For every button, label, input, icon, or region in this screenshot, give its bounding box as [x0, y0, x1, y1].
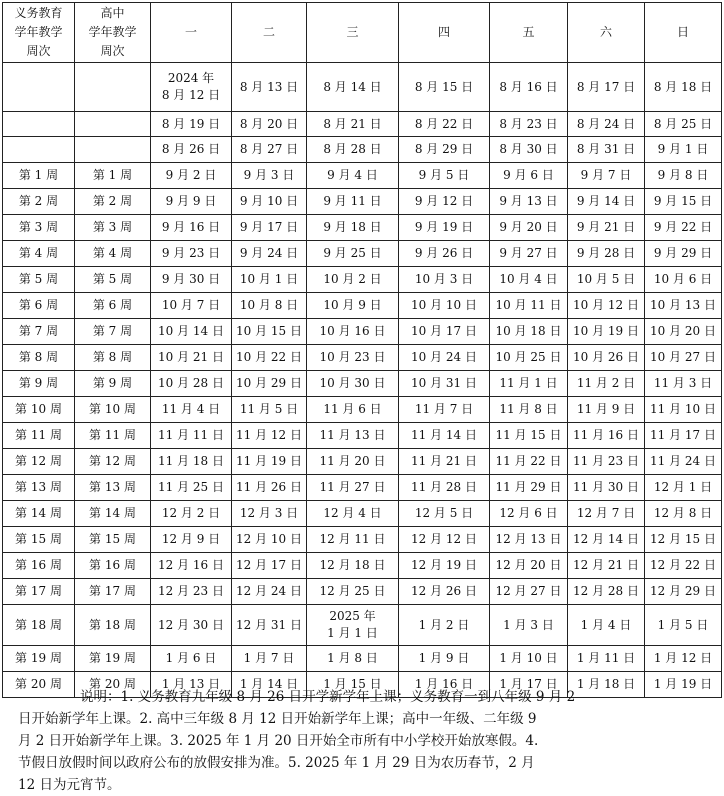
table-row [3, 397, 722, 423]
compulsory-week-cell: 第 6 周 [3, 293, 75, 319]
date-cell: 12 月 6 日 [490, 501, 568, 527]
date-cell: 9 月 17 日 [232, 215, 307, 241]
date-cell: 11 月 3 日 [645, 371, 722, 397]
date-cell: 11 月 17 日 [645, 423, 722, 449]
compulsory-week-cell: 第 1 周 [3, 163, 75, 189]
high-school-week-cell [75, 137, 151, 163]
date-cell: 9 月 24 日 [232, 241, 307, 267]
high-school-week-cell: 第 19 周 [75, 646, 151, 672]
high-school-week-cell: 第 7 周 [75, 319, 151, 345]
date-cell: 9 月 11 日 [307, 189, 399, 215]
date-cell: 12 月 1 日 [645, 475, 722, 501]
table-row [3, 579, 722, 605]
header-high-school-week: 高中 学年教学 周次 [75, 3, 151, 63]
date-cell: 8 月 24 日 [568, 112, 645, 137]
date-cell: 1 月 9 日 [399, 646, 490, 672]
table-row [3, 189, 722, 215]
date-cell: 9 月 29 日 [645, 241, 722, 267]
date-cell: 12 月 25 日 [307, 579, 399, 605]
date-cell: 1 月 4 日 [568, 605, 645, 646]
date-cell: 12 月 5 日 [399, 501, 490, 527]
date-cell: 8 月 19 日 [151, 112, 232, 137]
date-cell: 10 月 28 日 [151, 371, 232, 397]
high-school-week-cell: 第 1 周 [75, 163, 151, 189]
date-cell: 11 月 12 日 [232, 423, 307, 449]
date-cell: 8 月 25 日 [645, 112, 722, 137]
date-cell: 10 月 18 日 [490, 319, 568, 345]
date-cell: 11 月 6 日 [307, 397, 399, 423]
date-cell: 8 月 22 日 [399, 112, 490, 137]
date-cell: 12 月 28 日 [568, 579, 645, 605]
date-cell: 10 月 21 日 [151, 345, 232, 371]
date-cell: 9 月 13 日 [490, 189, 568, 215]
date-cell: 8 月 16 日 [490, 63, 568, 112]
high-school-week-cell: 第 10 周 [75, 397, 151, 423]
date-cell: 11 月 29 日 [490, 475, 568, 501]
high-school-week-cell: 第 13 周 [75, 475, 151, 501]
date-cell: 10 月 6 日 [645, 267, 722, 293]
date-cell: 12 月 16 日 [151, 553, 232, 579]
date-cell: 9 月 30 日 [151, 267, 232, 293]
date-cell: 12 月 31 日 [232, 605, 307, 646]
high-school-week-cell: 第 5 周 [75, 267, 151, 293]
date-cell: 1 月 10 日 [490, 646, 568, 672]
date-cell: 9 月 26 日 [399, 241, 490, 267]
high-school-week-cell: 第 4 周 [75, 241, 151, 267]
table-row [3, 423, 722, 449]
date-cell: 9 月 1 日 [645, 137, 722, 163]
date-cell: 8 月 29 日 [399, 137, 490, 163]
date-cell: 12 月 27 日 [490, 579, 568, 605]
compulsory-week-cell: 第 15 周 [3, 527, 75, 553]
date-cell: 1 月 3 日 [490, 605, 568, 646]
date-cell: 12 月 19 日 [399, 553, 490, 579]
table-row [3, 501, 722, 527]
date-cell: 12 月 20 日 [490, 553, 568, 579]
date-cell: 11 月 5 日 [232, 397, 307, 423]
school-calendar-table [2, 2, 722, 698]
date-cell: 9 月 22 日 [645, 215, 722, 241]
date-cell: 9 月 12 日 [399, 189, 490, 215]
compulsory-week-cell: 第 3 周 [3, 215, 75, 241]
date-cell: 8 月 31 日 [568, 137, 645, 163]
date-cell: 8 月 28 日 [307, 137, 399, 163]
date-cell: 1 月 15 日 [307, 672, 399, 698]
date-cell: 11 月 1 日 [490, 371, 568, 397]
date-cell: 10 月 10 日 [399, 293, 490, 319]
date-cell: 10 月 24 日 [399, 345, 490, 371]
compulsory-week-cell [3, 137, 75, 163]
date-cell: 11 月 8 日 [490, 397, 568, 423]
date-cell: 11 月 15 日 [490, 423, 568, 449]
date-cell: 12 月 17 日 [232, 553, 307, 579]
date-cell: 12 月 18 日 [307, 553, 399, 579]
date-cell: 10 月 4 日 [490, 267, 568, 293]
date-cell: 11 月 14 日 [399, 423, 490, 449]
date-cell: 12 月 24 日 [232, 579, 307, 605]
high-school-week-cell: 第 12 周 [75, 449, 151, 475]
high-school-week-cell: 第 11 周 [75, 423, 151, 449]
table-row [3, 112, 722, 137]
date-cell: 10 月 29 日 [232, 371, 307, 397]
date-cell: 10 月 1 日 [232, 267, 307, 293]
date-cell: 12 月 14 日 [568, 527, 645, 553]
date-cell: 8 月 17 日 [568, 63, 645, 112]
table-row [3, 449, 722, 475]
date-cell: 10 月 2 日 [307, 267, 399, 293]
date-cell: 12 月 9 日 [151, 527, 232, 553]
date-cell: 10 月 9 日 [307, 293, 399, 319]
table-row [3, 241, 722, 267]
date-cell: 12 月 29 日 [645, 579, 722, 605]
high-school-week-cell: 第 9 周 [75, 371, 151, 397]
date-cell: 1 月 6 日 [151, 646, 232, 672]
note-line: 12 日为元宵节。 [18, 777, 121, 793]
header-row [3, 3, 722, 63]
date-cell: 9 月 4 日 [307, 163, 399, 189]
date-cell: 1 月 5 日 [645, 605, 722, 646]
compulsory-week-cell: 第 7 周 [3, 319, 75, 345]
date-cell: 12 月 2 日 [151, 501, 232, 527]
calendar-note [0, 686, 724, 796]
date-cell: 11 月 16 日 [568, 423, 645, 449]
date-cell: 1 月 8 日 [307, 646, 399, 672]
date-cell: 11 月 28 日 [399, 475, 490, 501]
note-line: 说明：1. 义务教育九年级 8 月 26 日开学新学年上课；义务教育一到八年级 9 月 2 [80, 689, 576, 705]
date-cell: 10 月 22 日 [232, 345, 307, 371]
compulsory-week-cell: 第 20 周 [3, 672, 75, 698]
date-cell: 10 月 19 日 [568, 319, 645, 345]
date-cell: 9 月 20 日 [490, 215, 568, 241]
date-cell: 8 月 20 日 [232, 112, 307, 137]
date-cell: 9 月 10 日 [232, 189, 307, 215]
date-cell: 11 月 21 日 [399, 449, 490, 475]
date-cell: 12 月 21 日 [568, 553, 645, 579]
date-cell: 1 月 7 日 [232, 646, 307, 672]
date-cell: 10 月 20 日 [645, 319, 722, 345]
date-cell: 11 月 20 日 [307, 449, 399, 475]
table-row [3, 319, 722, 345]
date-cell: 11 月 10 日 [645, 397, 722, 423]
high-school-week-cell: 第 18 周 [75, 605, 151, 646]
high-school-week-cell: 第 2 周 [75, 189, 151, 215]
date-cell: 8 月 26 日 [151, 137, 232, 163]
header-day-sat: 六 [568, 3, 645, 63]
date-cell: 11 月 11 日 [151, 423, 232, 449]
high-school-week-cell: 第 17 周 [75, 579, 151, 605]
date-cell: 8 月 23 日 [490, 112, 568, 137]
date-cell: 11 月 22 日 [490, 449, 568, 475]
date-cell: 10 月 23 日 [307, 345, 399, 371]
date-cell: 12 月 22 日 [645, 553, 722, 579]
date-cell: 9 月 28 日 [568, 241, 645, 267]
compulsory-week-cell: 第 14 周 [3, 501, 75, 527]
compulsory-week-cell [3, 63, 75, 112]
date-cell: 10 月 27 日 [645, 345, 722, 371]
date-cell: 9 月 19 日 [399, 215, 490, 241]
date-cell: 11 月 26 日 [232, 475, 307, 501]
date-cell: 9 月 25 日 [307, 241, 399, 267]
date-cell: 9 月 6 日 [490, 163, 568, 189]
compulsory-week-cell: 第 10 周 [3, 397, 75, 423]
compulsory-week-cell: 第 4 周 [3, 241, 75, 267]
date-cell: 10 月 12 日 [568, 293, 645, 319]
date-cell: 12 月 30 日 [151, 605, 232, 646]
date-cell: 10 月 3 日 [399, 267, 490, 293]
date-cell: 11 月 27 日 [307, 475, 399, 501]
date-cell: 8 月 30 日 [490, 137, 568, 163]
date-cell: 8 月 21 日 [307, 112, 399, 137]
date-cell: 12 月 13 日 [490, 527, 568, 553]
date-cell: 10 月 5 日 [568, 267, 645, 293]
header-compulsory-week: 义务教育 学年教学 周次 [3, 3, 75, 63]
date-cell: 10 月 16 日 [307, 319, 399, 345]
high-school-week-cell: 第 3 周 [75, 215, 151, 241]
date-cell: 10 月 11 日 [490, 293, 568, 319]
header-day-wed: 三 [307, 3, 399, 63]
date-cell: 1 月 13 日 [151, 672, 232, 698]
date-cell: 9 月 23 日 [151, 241, 232, 267]
date-cell: 9 月 5 日 [399, 163, 490, 189]
compulsory-week-cell [3, 112, 75, 137]
date-cell: 12 月 4 日 [307, 501, 399, 527]
header-day-fri: 五 [490, 3, 568, 63]
date-cell: 8 月 15 日 [399, 63, 490, 112]
date-cell: 9 月 18 日 [307, 215, 399, 241]
table-row [3, 553, 722, 579]
high-school-week-cell: 第 14 周 [75, 501, 151, 527]
date-cell: 1 月 14 日 [232, 672, 307, 698]
date-cell: 11 月 23 日 [568, 449, 645, 475]
compulsory-week-cell: 第 13 周 [3, 475, 75, 501]
compulsory-week-cell: 第 12 周 [3, 449, 75, 475]
date-cell: 1 月 12 日 [645, 646, 722, 672]
table-row [3, 345, 722, 371]
table-row [3, 527, 722, 553]
date-cell: 10 月 31 日 [399, 371, 490, 397]
date-cell: 12 月 15 日 [645, 527, 722, 553]
date-cell: 9 月 7 日 [568, 163, 645, 189]
note-line: 日开始新学年上课。2. 高中三年级 8 月 12 日开始新学年上课；高中一年级、二年级 9 [18, 711, 537, 727]
date-cell: 11 月 13 日 [307, 423, 399, 449]
compulsory-week-cell: 第 17 周 [3, 579, 75, 605]
date-cell: 11 月 7 日 [399, 397, 490, 423]
table-row [3, 63, 722, 112]
compulsory-week-cell: 第 16 周 [3, 553, 75, 579]
date-cell: 1 月 19 日 [645, 672, 722, 698]
date-cell: 11 月 4 日 [151, 397, 232, 423]
date-cell: 8 月 27 日 [232, 137, 307, 163]
date-cell: 10 月 14 日 [151, 319, 232, 345]
date-cell: 12 月 7 日 [568, 501, 645, 527]
header-day-thu: 四 [399, 3, 490, 63]
date-cell: 2025 年 1 月 1 日 [307, 605, 399, 646]
compulsory-week-cell: 第 11 周 [3, 423, 75, 449]
date-cell: 12 月 8 日 [645, 501, 722, 527]
date-cell: 9 月 16 日 [151, 215, 232, 241]
table-row [3, 137, 722, 163]
date-cell: 8 月 14 日 [307, 63, 399, 112]
date-cell: 10 月 7 日 [151, 293, 232, 319]
date-cell: 9 月 2 日 [151, 163, 232, 189]
date-cell: 12 月 3 日 [232, 501, 307, 527]
date-cell: 11 月 19 日 [232, 449, 307, 475]
table-row [3, 293, 722, 319]
date-cell: 11 月 9 日 [568, 397, 645, 423]
date-cell: 8 月 13 日 [232, 63, 307, 112]
note-line: 月 2 日开始新学年上课。3. 2025 年 1 月 20 日开始全市所有中小学校开始放寒假。4. [18, 733, 539, 749]
date-cell: 10 月 13 日 [645, 293, 722, 319]
high-school-week-cell [75, 63, 151, 112]
date-cell: 10 月 8 日 [232, 293, 307, 319]
compulsory-week-cell: 第 2 周 [3, 189, 75, 215]
high-school-week-cell: 第 15 周 [75, 527, 151, 553]
compulsory-week-cell: 第 9 周 [3, 371, 75, 397]
compulsory-week-cell: 第 8 周 [3, 345, 75, 371]
compulsory-week-cell: 第 5 周 [3, 267, 75, 293]
date-cell: 12 月 11 日 [307, 527, 399, 553]
date-cell: 12 月 26 日 [399, 579, 490, 605]
date-cell: 2024 年 8 月 12 日 [151, 63, 232, 112]
date-cell: 9 月 27 日 [490, 241, 568, 267]
header-day-mon: 一 [151, 3, 232, 63]
date-cell: 11 月 24 日 [645, 449, 722, 475]
date-cell: 1 月 2 日 [399, 605, 490, 646]
date-cell: 1 月 18 日 [568, 672, 645, 698]
date-cell: 10 月 25 日 [490, 345, 568, 371]
high-school-week-cell: 第 6 周 [75, 293, 151, 319]
high-school-week-cell [75, 112, 151, 137]
date-cell: 9 月 21 日 [568, 215, 645, 241]
table-row [3, 605, 722, 646]
high-school-week-cell: 第 16 周 [75, 553, 151, 579]
date-cell: 9 月 15 日 [645, 189, 722, 215]
date-cell: 11 月 2 日 [568, 371, 645, 397]
date-cell: 11 月 18 日 [151, 449, 232, 475]
date-cell: 12 月 10 日 [232, 527, 307, 553]
date-cell: 11 月 30 日 [568, 475, 645, 501]
date-cell: 9 月 9 日 [151, 189, 232, 215]
high-school-week-cell: 第 20 周 [75, 672, 151, 698]
table-row [3, 267, 722, 293]
date-cell: 12 月 23 日 [151, 579, 232, 605]
table-row [3, 475, 722, 501]
date-cell: 1 月 11 日 [568, 646, 645, 672]
date-cell: 10 月 15 日 [232, 319, 307, 345]
table-row [3, 215, 722, 241]
date-cell: 12 月 12 日 [399, 527, 490, 553]
high-school-week-cell: 第 8 周 [75, 345, 151, 371]
table-row [3, 371, 722, 397]
table-row [3, 646, 722, 672]
date-cell: 11 月 25 日 [151, 475, 232, 501]
date-cell: 9 月 8 日 [645, 163, 722, 189]
table-row [3, 163, 722, 189]
compulsory-week-cell: 第 19 周 [3, 646, 75, 672]
date-cell: 1 月 16 日 [399, 672, 490, 698]
date-cell: 1 月 17 日 [490, 672, 568, 698]
compulsory-week-cell: 第 18 周 [3, 605, 75, 646]
date-cell: 9 月 14 日 [568, 189, 645, 215]
date-cell: 8 月 18 日 [645, 63, 722, 112]
note-line: 节假日放假时间以政府公布的放假安排为准。5. 2025 年 1 月 29 日为农历春节，2 月 [18, 755, 535, 771]
date-cell: 10 月 17 日 [399, 319, 490, 345]
header-day-tue: 二 [232, 3, 307, 63]
date-cell: 10 月 30 日 [307, 371, 399, 397]
date-cell: 10 月 26 日 [568, 345, 645, 371]
header-day-sun: 日 [645, 3, 722, 63]
date-cell: 9 月 3 日 [232, 163, 307, 189]
